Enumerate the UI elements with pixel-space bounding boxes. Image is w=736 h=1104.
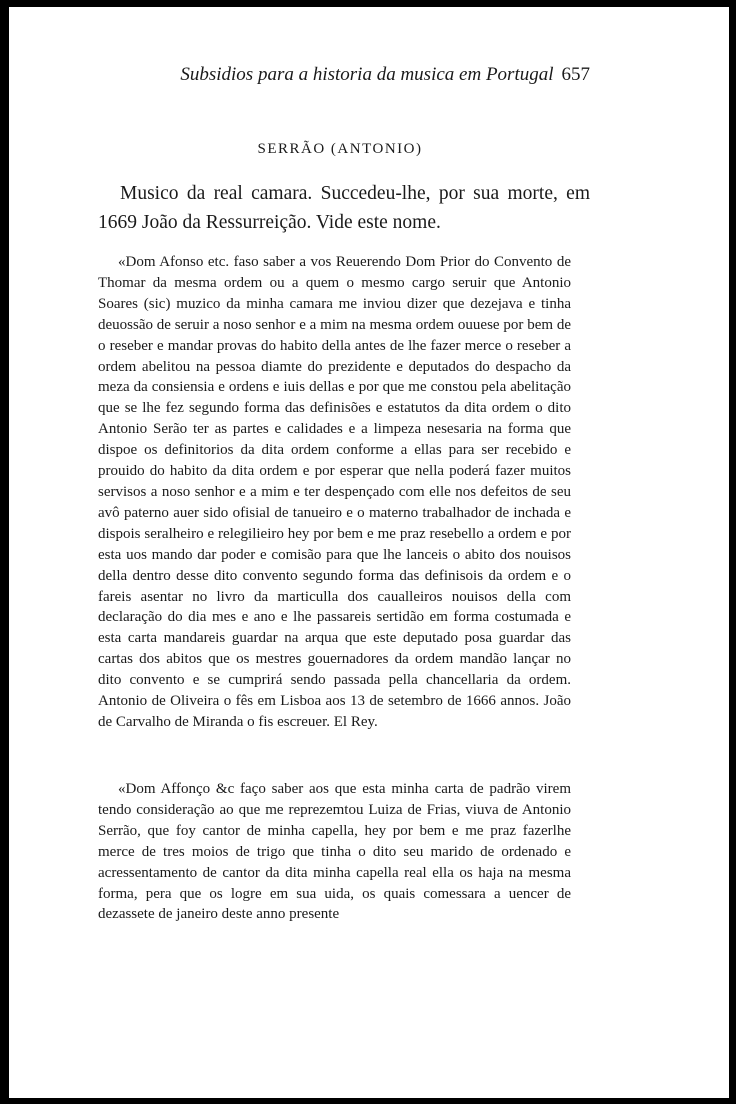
scan-border-bottom xyxy=(0,1098,736,1104)
page-number: 657 xyxy=(561,64,590,85)
running-head-title: Subsidios para a historia da musica em Portugal xyxy=(180,64,554,85)
scan-border-top xyxy=(0,0,736,7)
scan-border-left xyxy=(0,0,9,1104)
section-title: SERRÃO (ANTONIO) xyxy=(257,141,423,157)
running-head xyxy=(100,64,590,86)
document-paragraph-2: «Dom Affonço &c faço saber aos que esta minha carta de padrão virem tendo consideração ao que me reprezemtou Luiza de Frias, viuva de Antonio Serrão, que foy cantor de minha capella, hey por bem e me praz fazerlhe merce de tres moios de trigo que tinha o dito seu marido de ordenado e acressentamento de cantor da dita minha capella real ella os haja na mesma forma, pera que os logre em sua uida, os quais comessara a uencer de dezassete de janeiro deste anno presente xyxy=(98,781,571,923)
intro-paragraph: Musico da real camara. Succedeu-lhe, por sua morte, em 1669 João da Ressurreição. Vide este nome. xyxy=(98,183,590,233)
scan-border-right xyxy=(729,0,736,1104)
document-paragraph-1: «Dom Afonso etc. faso saber a vos Reuerendo Dom Prior do Convento de Thomar da mesma ordem ou a quem o mesmo cargo seruir que Antonio Soares (sic) muzico da minha camara me inviou dizer que dezejava e tinha deuossão de seruir a noso senhor e a mim na mesma ordem ouuese por bem de o reseber e mandar provas do habito della antes de lhe fazer merce o reseber a ordem abelitou na pessoa diamte do prezidente e deputados do despacho da meza da consiensia e ordens e iuis dellas e por que me constou pela abelitação que se lhe fez segundo forma das definisões e estatutos da dita ordem o dito Antonio Serão ter as partes e calidades e a limpeza nesesaria na forma que dispoe os definitorios da dita ordem conforme a ellas para ser recebido e prouido do habito da dita ordem e por esperar que nella poderá fazer muitos servisos a noso senhor e a mim e ter despençado com elle nos defeitos de seu avô paterno auer sido ofisial de tanueiro e o materno trabalhador de inchada e dispois seralheiro e relegilieiro hey por bem e me praz resebello a ordem e por esta uos mando dar poder e comisão para que lhe lanceis o abito dos nouisos della dentro desse dito convento segundo forma das definisois da ordem e o fareis asentar no livro da marticulla dos caualleiros nouisos della com declaração do dia mes e ano e lhe passareis sertidão em forma costumada e esta carta mandareis guardar na arqua que este deputado posa guardar das cartas dos abitos que os mestres gouernadores da ordem mandão lançar no dito convento e se cumprirá sendo passada pella chancellaria da ordem. Antonio de Oliveira o fês em Lisboa aos 13 de setembro de 1666 annos. João de Carvalho de Miranda o fis escreuer. El Rey. xyxy=(98,254,571,730)
